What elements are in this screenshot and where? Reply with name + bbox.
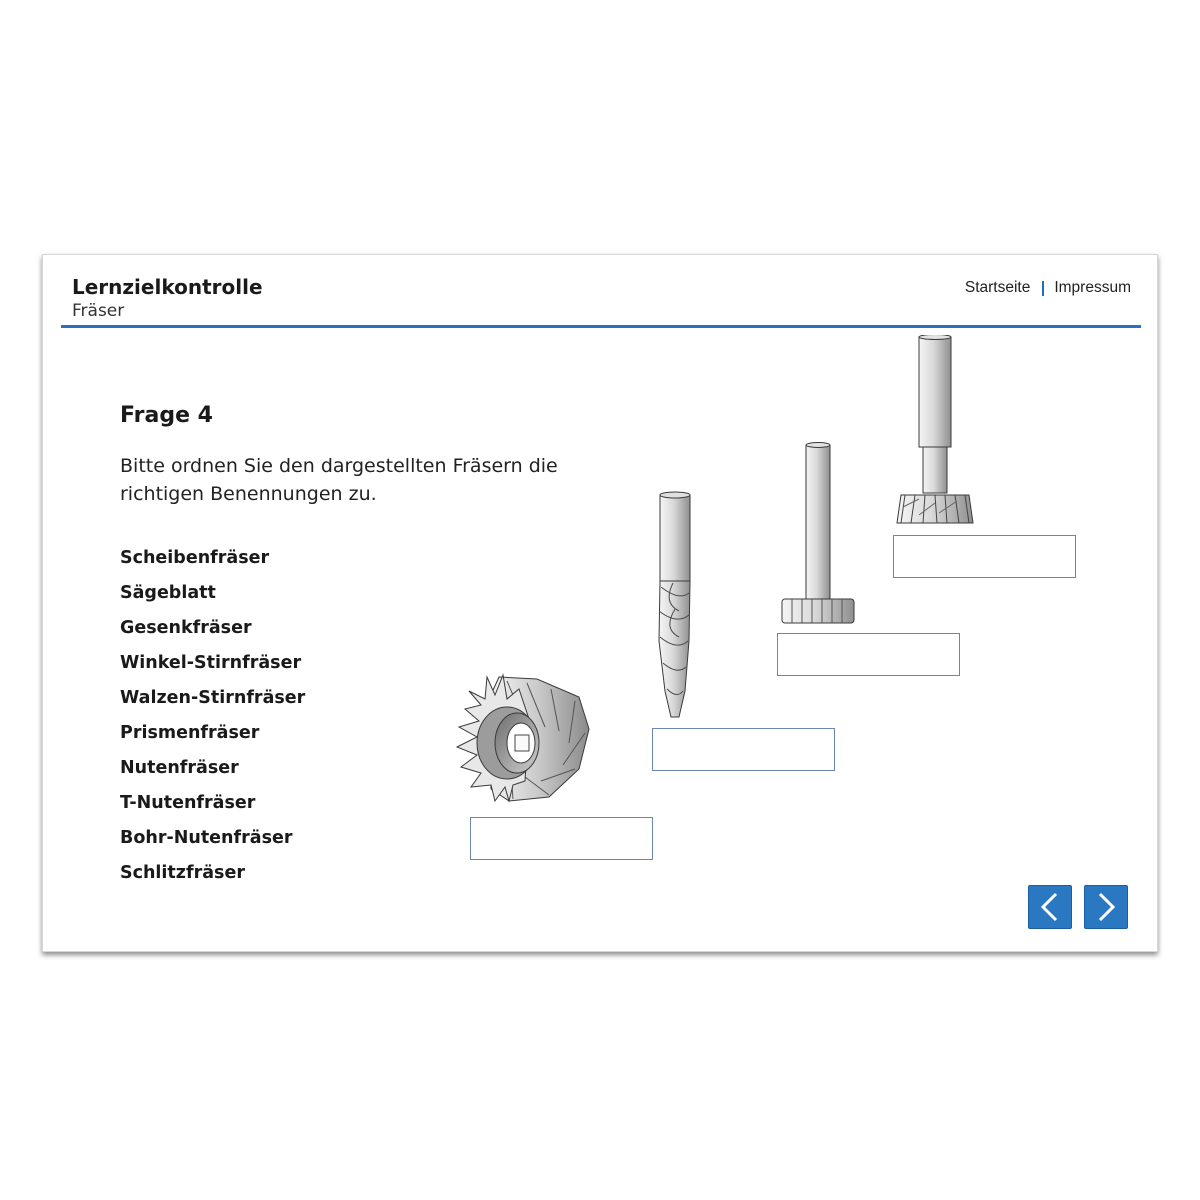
home-link[interactable]: Startseite [964, 279, 1031, 296]
chevron-left-icon [1029, 886, 1071, 928]
term-item[interactable]: T-Nutenfräser [120, 793, 256, 813]
disc-cutter-illustration [778, 441, 858, 627]
shell-mill-illustration [429, 669, 599, 809]
page-title: Lernzielkontrolle [72, 275, 263, 299]
drop-target-angle-cutter[interactable] [893, 535, 1076, 578]
term-item[interactable]: Schlitzfräser [120, 863, 245, 883]
question-title: Frage 4 [120, 403, 213, 428]
header-divider [61, 325, 1141, 328]
top-nav [965, 279, 1131, 297]
term-list [120, 546, 305, 896]
drop-target-end-mill[interactable] [652, 728, 835, 771]
term-item[interactable]: Sägeblatt [120, 583, 216, 603]
imprint-link[interactable]: Impressum [1054, 279, 1131, 296]
nav-divider [1042, 281, 1044, 296]
angle-cutter-illustration [895, 335, 975, 525]
term-item[interactable]: Walzen-Stirnfräser [120, 688, 306, 708]
angle-cutter-shank [919, 337, 951, 447]
term-item[interactable]: Bohr-Nutenfräser [120, 828, 293, 848]
term-item[interactable]: Winkel-Stirnfräser [120, 653, 302, 673]
term-item[interactable]: Nutenfräser [120, 758, 239, 778]
disc-cutter-head [782, 599, 854, 623]
drop-target-shell-mill[interactable] [470, 817, 653, 860]
question-text: Bitte ordnen Sie den dargestellten Fräsern die richtigen Benennungen zu. [120, 455, 558, 505]
shell-mill-body [457, 675, 589, 801]
term-item[interactable]: Prismenfräser [120, 723, 260, 743]
end-mill-shank [660, 495, 690, 581]
page-subtitle: Fräser [72, 301, 125, 321]
term-item[interactable]: Scheibenfräser [120, 548, 270, 568]
lesson-frame [42, 254, 1158, 952]
drop-target-t-slot-cutter[interactable] [777, 633, 960, 676]
end-mill-flutes [659, 581, 690, 717]
disc-cutter-shank [806, 445, 830, 599]
next-button[interactable] [1084, 885, 1128, 929]
prev-button[interactable] [1028, 885, 1072, 929]
term-item[interactable]: Gesenkfräser [120, 618, 252, 638]
chevron-right-icon [1085, 886, 1127, 928]
end-mill-illustration [649, 491, 699, 723]
